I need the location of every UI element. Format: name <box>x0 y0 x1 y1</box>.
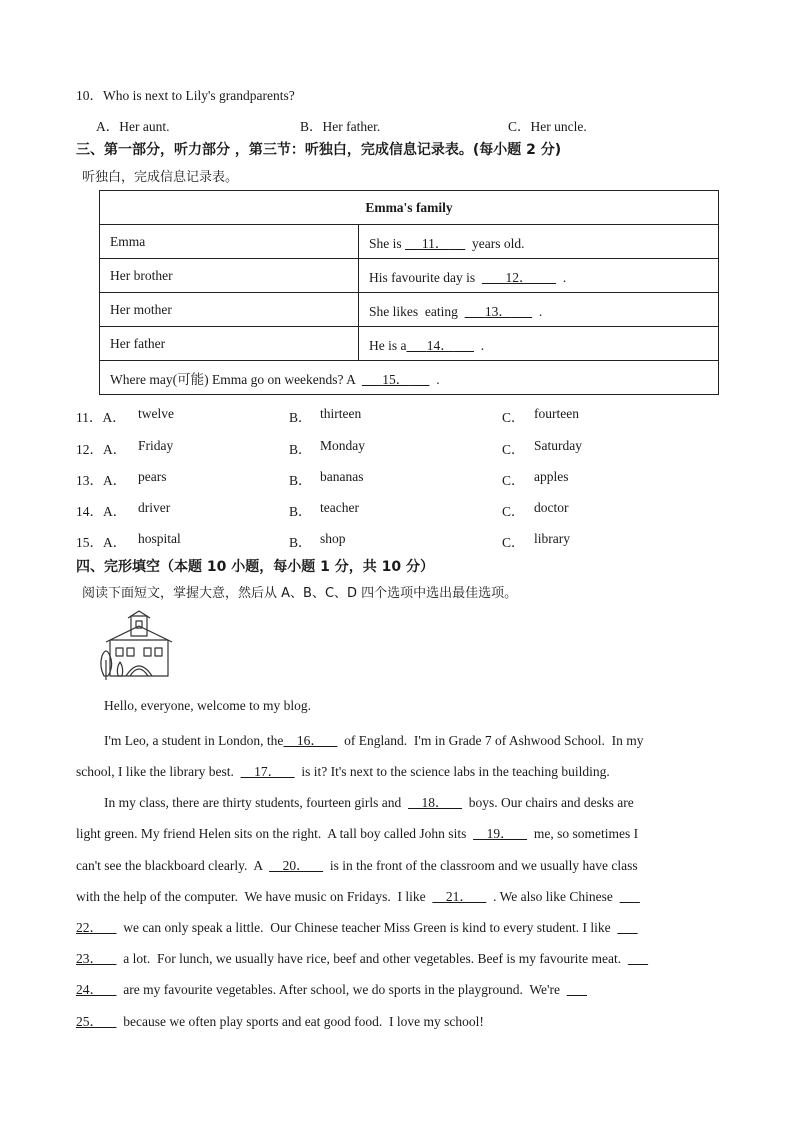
passage-line-4: In my class, there are thirty students, fourteen girls and 18． boys. Our chairs and desks are <box>104 795 634 810</box>
option-a[interactable]: pears <box>138 469 167 484</box>
option-a[interactable]: twelve <box>138 406 174 421</box>
option-b[interactable]: thirteen <box>320 406 362 421</box>
blank-25-start[interactable] <box>567 982 587 997</box>
blank-17[interactable]: 17． <box>240 764 295 779</box>
options-row-14: 14．A． driver B． teacher C． doctor <box>76 500 569 519</box>
row-label: Her mother <box>100 293 359 327</box>
section-3-instruction: 听独白，完成信息记录表。 <box>82 170 239 185</box>
blank-15[interactable]: 15． <box>382 371 410 387</box>
table-row <box>100 293 719 327</box>
table-row <box>100 327 719 361</box>
passage-line-2: I'm Leo, a student in London, the 16． of England. I'm in Grade 7 of Ashwood School. In my <box>104 733 644 748</box>
blank-18[interactable]: 18． <box>408 795 463 810</box>
option-b[interactable]: shop <box>320 531 346 546</box>
table-title: Emma's family <box>100 191 719 225</box>
options-row-11: 11．A． twelve B． thirteen C． fourteen <box>76 406 579 425</box>
passage-line-10: 24． are my favourite vegetables. After school, we do sports in the playground. We're <box>76 978 702 998</box>
row-label: Her father <box>100 327 359 361</box>
table-row <box>100 225 719 259</box>
option-a[interactable]: hospital <box>138 531 181 546</box>
blank-23-start[interactable] <box>617 920 637 935</box>
option-c[interactable]: apples <box>534 469 569 484</box>
row-label: Her brother <box>100 259 359 293</box>
option-b[interactable]: Monday <box>320 438 365 453</box>
blank-11[interactable]: 11． <box>421 235 449 251</box>
emma-family-table <box>99 190 719 395</box>
option-b[interactable]: teacher <box>320 500 359 515</box>
row-content: He is a 14． . <box>359 327 719 361</box>
blank-25[interactable]: 25． <box>76 1014 117 1029</box>
row-content: His favourite day is 12． . <box>359 259 719 293</box>
blank-21[interactable]: 21． <box>432 889 487 904</box>
options-row-12: 12．A． Friday B． Monday C． Saturday <box>76 438 582 457</box>
blank-19[interactable]: 19． <box>473 826 528 841</box>
passage-line-8: 22． we can only speak a little. Our Chinese teacher Miss Green is kind to every student. I like <box>76 916 702 936</box>
table-row <box>100 361 719 395</box>
blank-13[interactable]: 13． <box>484 303 512 319</box>
row-content: Where may(可能) Emma go on weekends? A 15． . <box>100 361 719 395</box>
table-row <box>100 259 719 293</box>
passage-line-1: Hello, everyone, welcome to my blog. <box>104 698 311 713</box>
school-building-illustration <box>96 610 176 682</box>
blank-24-start[interactable] <box>628 951 648 966</box>
section-4-instruction: 阅读下面短文，掌握大意，然后从 A、B、C、D 四个选项中选出最佳选项。 <box>82 586 518 601</box>
option-b[interactable]: bananas <box>320 469 364 484</box>
passage-line-9: 23． a lot. For lunch, we usually have rice, beef and other vegetables. Beef is my favourite meat. <box>76 947 702 967</box>
blank-24[interactable]: 24． <box>76 982 117 997</box>
blank-16[interactable]: 16． <box>283 733 338 748</box>
section-3-heading: 三、第一部分，听力部分 ，第三节：听独白，完成信息记录表。(每小题 2 分) <box>76 142 562 158</box>
q10-option-b: B．Her father. <box>300 119 381 134</box>
q10-option-c: C．Her uncle. <box>508 119 587 134</box>
blank-20[interactable]: 20． <box>269 858 324 873</box>
option-c[interactable]: library <box>534 531 570 546</box>
row-label: Emma <box>100 225 359 259</box>
passage-line-11: 25． because we often play sports and eat good food. I love my school! <box>76 1014 484 1029</box>
passage-line-5: light green. My friend Helen sits on the right. A tall boy called John sits 19． me, so sometimes I <box>76 826 639 841</box>
option-c[interactable]: doctor <box>534 500 569 515</box>
blank-12[interactable]: 12． <box>505 269 533 285</box>
table-title-row <box>100 191 719 225</box>
q10-option-a: A．Her aunt. <box>96 119 170 134</box>
blank-22-start[interactable] <box>620 889 640 904</box>
row-content: She is 11． years old. <box>359 225 719 259</box>
options-row-13: 13．A． pears B． bananas C． apples <box>76 469 569 488</box>
passage-line-6: can't see the blackboard clearly. A 20． is in the front of the classroom and we usually have class <box>76 858 638 873</box>
blank-14[interactable]: 14． <box>426 337 454 353</box>
blank-22[interactable]: 22． <box>76 920 117 935</box>
option-c[interactable]: fourteen <box>534 406 579 421</box>
option-a[interactable]: driver <box>138 500 171 515</box>
option-a[interactable]: Friday <box>138 438 174 453</box>
options-row-15: 15．A． hospital B． shop C． library <box>76 531 570 550</box>
option-c[interactable]: Saturday <box>534 438 582 453</box>
passage-line-7: with the help of the computer. We have music on Fridays. I like 21． . We also like Chinese <box>76 885 702 905</box>
blank-23[interactable]: 23． <box>76 951 117 966</box>
section-4-heading: 四、完形填空（本题 10 小题，每小题 1 分，共 10 分） <box>76 559 434 575</box>
passage-line-3: school, I like the library best. 17． is it? It's next to the science labs in the teaching building. <box>76 764 610 779</box>
row-content: She likes eating 13． . <box>359 293 719 327</box>
question-10: 10．Who is next to Lily's grandparents? <box>76 88 295 103</box>
